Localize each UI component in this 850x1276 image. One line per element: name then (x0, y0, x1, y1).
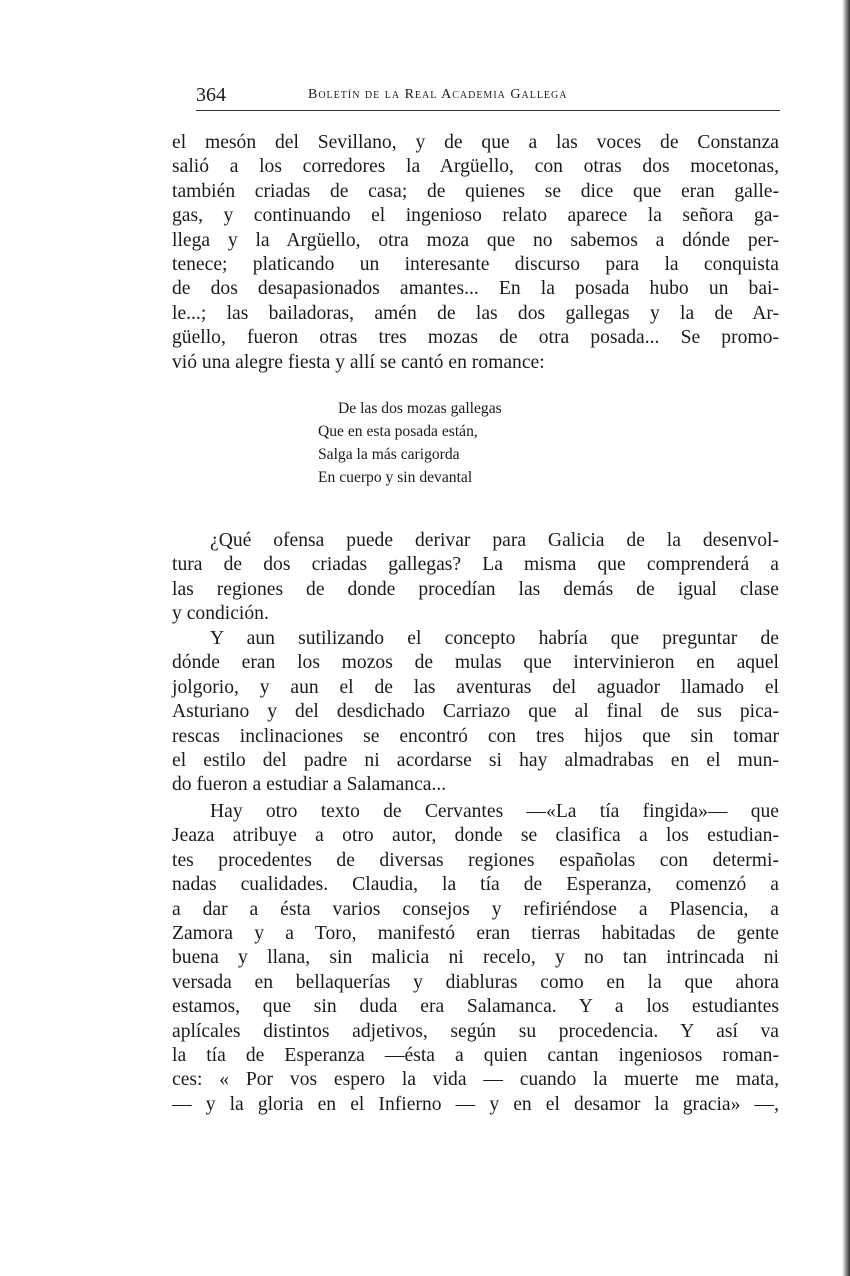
text-line: versada en bellaquerías y diabluras como en la que ahora (172, 971, 779, 993)
text-line: Asturiano y del desdichado Carriazo que al final de sus pica- (172, 701, 779, 723)
text-line: rescas inclinaciones se encontró con tres hijos que sin tomar (172, 725, 779, 747)
text-line: do fueron a estudiar a Salamanca... (172, 774, 447, 796)
text-line: ces: « Por vos espero la vida — cuando la muerte me mata, (172, 1069, 779, 1091)
text-line: dónde eran los mozos de mulas que intervinieron en aquel (172, 652, 779, 674)
text-line: gas, y continuando el ingenioso relato aparece la señora ga- (172, 205, 779, 227)
verse-line: De las dos mozas gallegas (338, 400, 502, 417)
text-line: salió a los corredores la Argüello, con otras dos mocetonas, (172, 156, 779, 178)
text-line: le...; las bailadoras, amén de las dos gallegas y la de Ar- (172, 302, 779, 324)
header-rule (196, 110, 780, 111)
paragraph-3 (172, 627, 779, 798)
text-line: Zamora y a Toro, manifestó eran tierras habitadas de gente (172, 922, 779, 944)
text-line: — y la gloria en el Infierno — y en el desamor la gracia» —, (172, 1093, 779, 1115)
page-header (196, 84, 780, 110)
paragraph-4 (172, 800, 779, 1117)
text-line: aplícales distintos adjetivos, según su procedencia. Y así va (172, 1020, 779, 1042)
verse-line: Que en esta posada están, (318, 423, 478, 440)
page-number: 364 (196, 84, 226, 106)
text-line: de dos desapasionados amantes... En la posada hubo un bai- (172, 278, 779, 300)
text-line: a dar a ésta varios consejos y refiriéndose a Plasencia, a (172, 898, 779, 920)
text-line: y condición. (172, 603, 269, 625)
text-line: vió una alegre fiesta y allí se cantó en romance: (172, 351, 545, 373)
text-line: también criadas de casa; de quienes se dice que eran galle- (172, 180, 779, 202)
text-line: tura de dos criadas gallegas? La misma que comprenderá a (172, 554, 779, 576)
verse-block (318, 397, 502, 489)
text-line: las regiones de donde procedían las demás de igual clase (172, 578, 779, 600)
page-edge-shadow (842, 0, 850, 1276)
text-line: jolgorio, y aun el de las aventuras del aguador llamado el (172, 676, 779, 698)
text-line: buena y llana, sin malicia ni recelo, y no tan intrincada ni (172, 947, 779, 969)
text-line: Y aun sutilizando el concepto habría que preguntar de (210, 628, 779, 649)
text-line: güello, fueron otras tres mozas de otra posada... Se promo- (172, 327, 779, 349)
text-line: ¿Qué ofensa puede derivar para Galicia de la desenvol- (210, 530, 779, 551)
running-title: Boletín de la Real Academia Gallega (308, 87, 568, 102)
text-line: tenece; platicando un interesante discurso para la conquista (172, 253, 779, 275)
text-line: tes procedentes de diversas regiones españolas con determi- (172, 849, 779, 871)
verse-line: En cuerpo y sin devantal (318, 469, 473, 486)
paragraph-2 (172, 529, 779, 627)
text-line: el mesón del Sevillano, y de que a las voces de Constanza (172, 132, 779, 153)
text-line: el estilo del padre ni acordarse si hay almadrabas en el mun- (172, 749, 779, 771)
text-line: nadas cualidades. Claudia, la tía de Esperanza, comenzó a (172, 874, 779, 896)
paragraph-1 (172, 131, 779, 375)
text-line: llega y la Argüello, otra moza que no sabemos a dónde per- (172, 229, 779, 251)
text-line: Jeaza atribuye a otro autor, donde se clasifica a los estudian- (172, 825, 779, 847)
text-line: estamos, que sin duda era Salamanca. Y a los estudiantes (172, 996, 779, 1018)
text-line: Hay otro texto de Cervantes —«La tía fingida»— que (210, 801, 779, 822)
text-line: la tía de Esperanza —ésta a quien cantan ingeniosos roman- (172, 1044, 779, 1066)
verse-line: Salga la más carigorda (318, 446, 460, 463)
